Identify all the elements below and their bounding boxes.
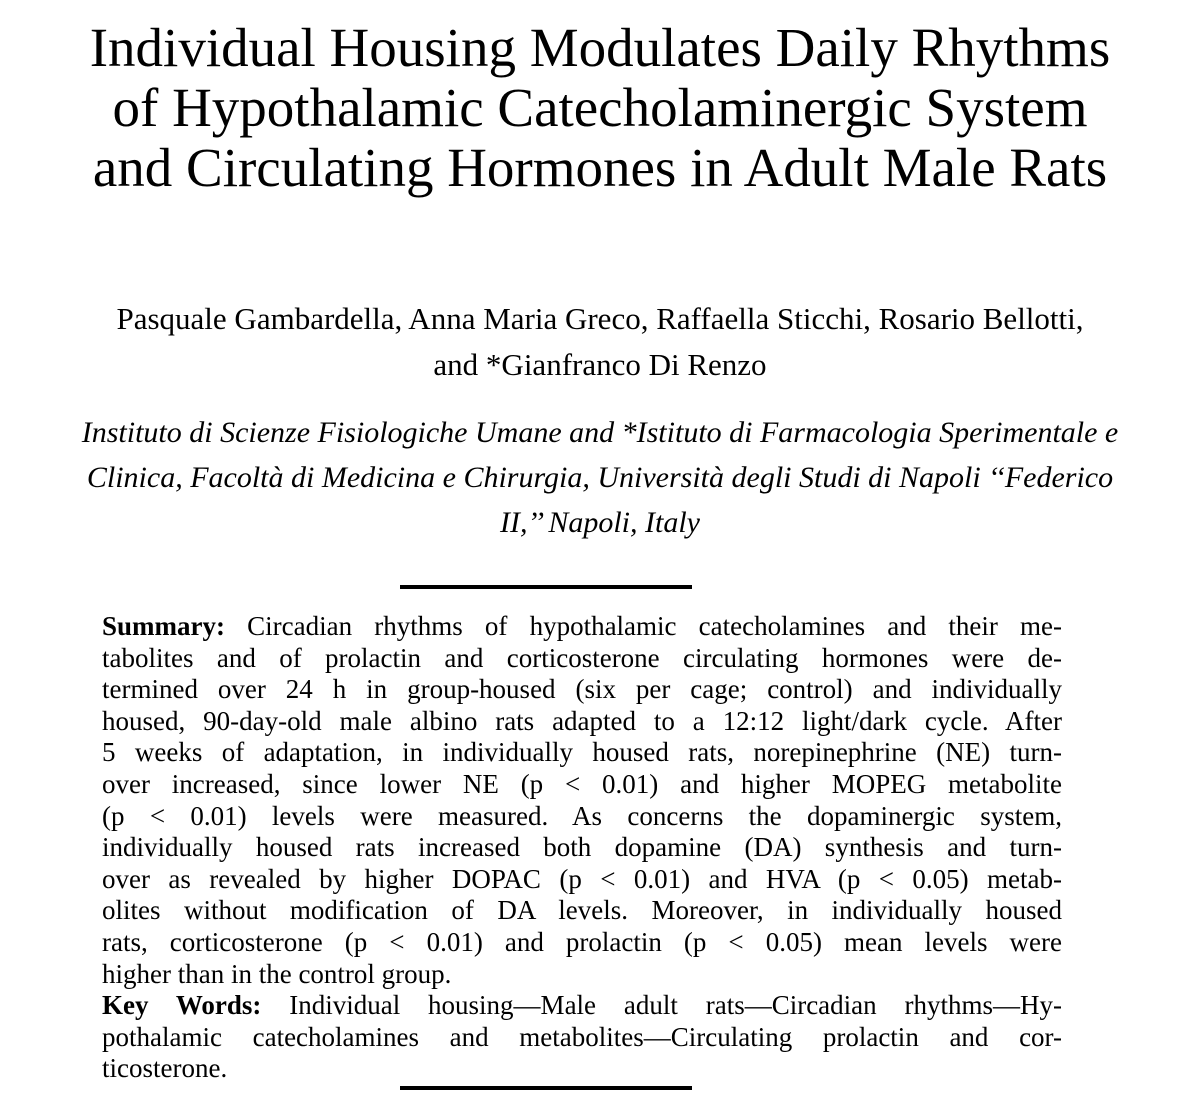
keywords-label: Key Words:: [102, 990, 262, 1021]
paper-title-line: of Hypothalamic Catecholaminergic System: [112, 77, 1088, 138]
keywords-line: pothalamic catecholamines and metabolites—Circulating prolactin and cor-: [102, 1021, 1062, 1052]
summary-text: Circadian rhythms of hypothalamic catecholamines and their me-: [247, 611, 1062, 641]
summary-line: 5 weeks of adaptation, in individually housed rats, norepinephrine (NE) turn-: [102, 737, 1062, 768]
paper-title-line: and Circulating Hormones in Adult Male Rats: [92, 137, 1108, 198]
summary-line: [102, 611, 1062, 643]
summary-line: over increased, since lower NE (p < 0.01) and higher MOPEG metabolite: [102, 768, 1062, 799]
summary-line: higher than in the control group.: [102, 958, 452, 989]
summary-line: housed, 90-day-old male albino rats adapted to a 12:12 light/dark cycle. After: [102, 705, 1062, 736]
abstract-top-rule: [400, 585, 692, 589]
summary-line: rats, corticosterone (p < 0.01) and prolactin (p < 0.05) mean levels were: [102, 926, 1062, 957]
authors-block: [0, 296, 1200, 388]
summary-line: individually housed rats increased both dopamine (DA) synthesis and turn-: [102, 832, 1062, 863]
summary-line: tabolites and of prolactin and corticosterone circulating hormones were de-: [102, 642, 1062, 673]
affiliation-line: Clinica, Facoltà di Medicina e Chirurgia, Università degli Studi di Napoli ‘‘Federico: [86, 461, 1114, 494]
abstract-bottom-rule: [400, 1086, 692, 1090]
affiliation-block: [0, 410, 1200, 545]
paper-title-line: Individual Housing Modulates Daily Rhythms: [89, 17, 1111, 78]
summary-line: over as revealed by higher DOPAC (p < 0.01) and HVA (p < 0.05) metab-: [102, 863, 1062, 894]
keywords-text: Individual housing—Male adult rats—Circadian rhythms—Hy-: [289, 990, 1062, 1021]
summary-label: Summary:: [102, 611, 225, 641]
affiliation-line: II,’’ Napoli, Italy: [500, 506, 700, 539]
summary-line: termined over 24 h in group-housed (six per cage; control) and individually: [102, 674, 1062, 705]
keywords-line: ticosterone.: [102, 1053, 228, 1084]
authors-line: and *Gianfranco Di Renzo: [433, 347, 767, 382]
summary-line: olites without modification of DA levels. Moreover, in individually housed: [102, 895, 1062, 926]
affiliation-line: Instituto di Scienze Fisiologiche Umane and *Istituto di Farmacologia Sperimentale e: [81, 416, 1119, 449]
keywords-line: [102, 990, 1062, 1022]
summary-line: (p < 0.01) levels were measured. As concerns the dopaminergic system,: [102, 800, 1062, 831]
abstract-block: [102, 611, 1062, 1085]
paper-title: [0, 18, 1200, 198]
authors-line: Pasquale Gambardella, Anna Maria Greco, Raffaella Sticchi, Rosario Bellotti,: [116, 301, 1084, 336]
